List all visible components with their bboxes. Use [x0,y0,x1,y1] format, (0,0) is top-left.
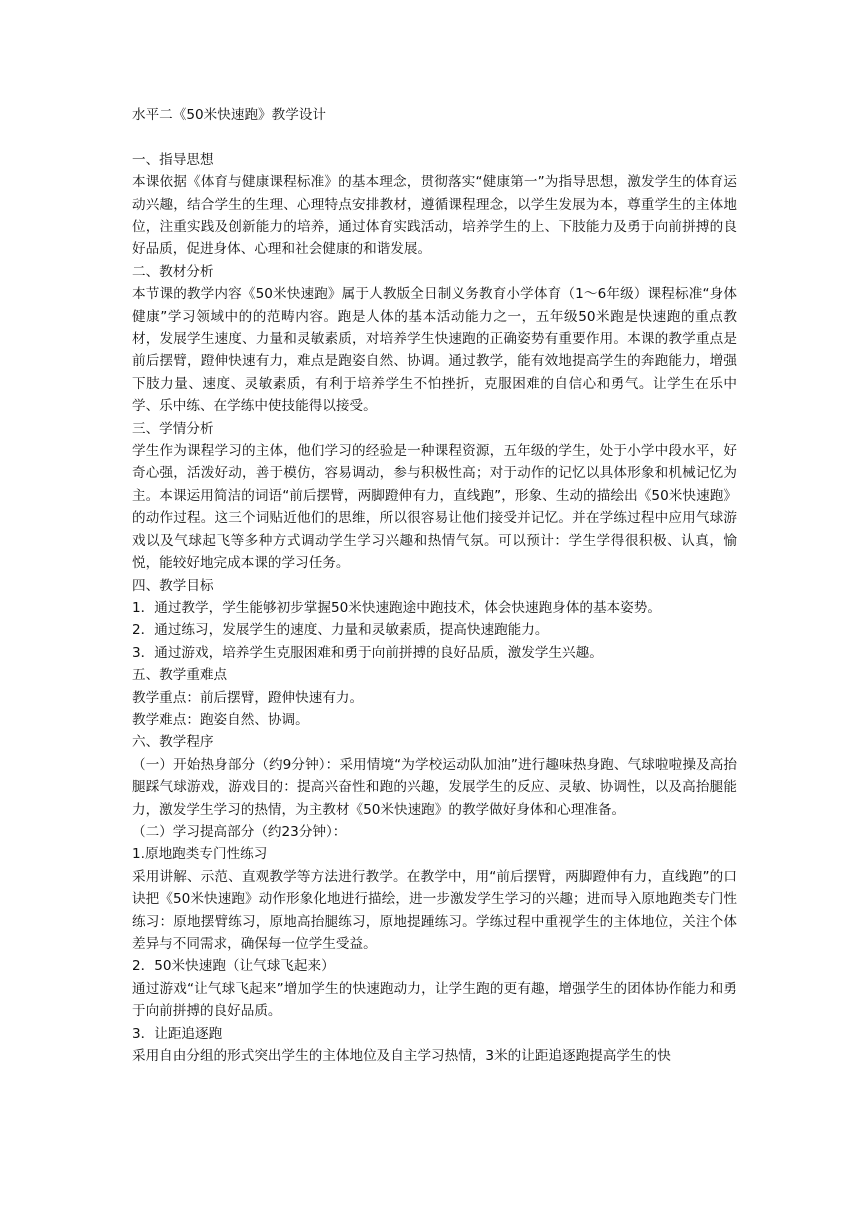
paragraph: 学生作为课程学习的主体，他们学习的经验是一种课程资源，五年级的学生，处于小学中段水平，好奇心强，活泼好动，善于模仿，容易调动，参与积极性高；对于动作的记忆以具体形象和机械记忆为主。本课运用简洁的词语“前后摆臂，两脚蹬伸有力，直线跑”，形象、生动的描绘出《50米快速跑》的动作过程。这三个词贴近他们的思维，所以很容易让他们接受并记忆。并在学练过程中应用气球游戏以及气球起飞等多种方式调动学生学习兴趣和热情气氛。可以预计：学生学得很积极、认真，愉悦，能较好地完成本课的学习任务。 [132,443,737,572]
goal-item: 3．通过游戏，培养学生克服困难和勇于向前拼搏的良好品质，激发学生兴趣。 [132,644,603,661]
subsection-title: 3．让距追逐跑 [132,1025,223,1042]
section-teaching-procedure [132,731,737,1067]
paragraph: 本课依据《体育与健康课程标准》的基本理念，贯彻落实“健康第一”为指导思想，激发学生的体育运动兴趣，结合学生的生理、心理特点安排教材，遵循课程理念，以学生发展为本，尊重学生的主体地位，注重实践及创新能力的培养，通过体育实践活动，培养学生的上、下肢能力及勇于向前拼搏的良好品质，促进身体、心理和社会健康的和谐发展。 [132,174,737,258]
section-guiding-ideology [132,149,737,261]
paragraph: 采用自由分组的形式突出学生的主体地位及自主学习热情，3米的让距追逐跑提高学生的快 [132,1048,671,1065]
section-heading: 三、学情分析 [132,420,214,437]
section-heading: 五、教学重难点 [132,667,228,684]
key-point: 教学重点：前后摆臂，蹬伸快速有力。 [132,689,364,706]
section-heading: 一、指导思想 [132,151,214,168]
subsection-title: 1.原地跑类专门性练习 [132,846,268,863]
section-key-difficult-points [132,664,737,731]
section-student-analysis [132,418,737,575]
difficult-point: 教学难点：跑姿自然、协调。 [132,711,309,728]
document-title: 水平二《50米快速跑》教学设计 [132,107,327,123]
section-heading: 六、教学程序 [132,734,214,751]
paragraph: 采用讲解、示范、直观教学等方法进行教学。在教学中，用“前后摆臂，两脚蹬伸有力，直线跑”的口诀把《50米快速跑》动作形象化地进行描绘，进一步激发学生学习的兴趣；进而导入原地跑类专门性练习：原地摆臂练习，原地高抬腿练习，原地提踵练习。学练过程中重视学生的主体地位，关注个体差异与不同需求，确保每一位学生受益。 [132,868,737,952]
section-heading: 二、教材分析 [132,263,214,280]
procedure-part: （二）学习提高部分（约23分钟）： [132,823,347,840]
section-teaching-goals [132,575,737,665]
section-heading: 四、教学目标 [132,577,214,594]
subsection-title: 2．50米快速跑（让气球飞起来） [132,958,335,975]
procedure-part: （一）开始热身部分（约9分钟）：采用情境“为学校运动队加油”进行趣味热身跑、气球啦啦操及高抬腿踩气球游戏，游戏目的：提高兴奋性和跑的兴趣，发展学生的反应、灵敏、协调性，以及高抬腿能力，激发学生学习的热情，为主教材《50米快速跑》的教学做好身体和心理准备。 [132,756,737,818]
section-material-analysis [132,261,737,418]
goal-item: 2．通过练习，发展学生的速度、力量和灵敏素质，提高快速跑能力。 [132,622,549,639]
blank-line [132,126,737,148]
goal-item: 1．通过教学，学生能够初步掌握50米快速跑途中跑技术，体会快速跑身体的基本姿势。 [132,599,661,616]
paragraph: 本节课的教学内容《50米快速跑》属于人教版全日制义务教育小学体育（1～6年级）课程标准“身体健康”学习领域中的的范畴内容。跑是人体的基本活动能力之一，五年级50米跑是快速跑的重点教材，发展学生速度、力量和灵敏素质，对培养学生快速跑的正确姿势有重要作用。本课的教学重点是前后摆臂，蹬伸快速有力，难点是跑姿自然、协调。通过教学，能有效地提高学生的奔跑能力，增强下肢力量、速度、灵敏素质，有利于培养学生不怕挫折，克服困难的自信心和勇气。让学生在乐中学、乐中练、在学练中使技能得以接受。 [132,286,737,415]
paragraph: 通过游戏“让气球飞起来”增加学生的快速跑动力，让学生跑的更有趣，增强学生的团体协作能力和勇于向前拼搏的良好品质。 [132,980,737,1020]
document-body [132,104,737,1067]
